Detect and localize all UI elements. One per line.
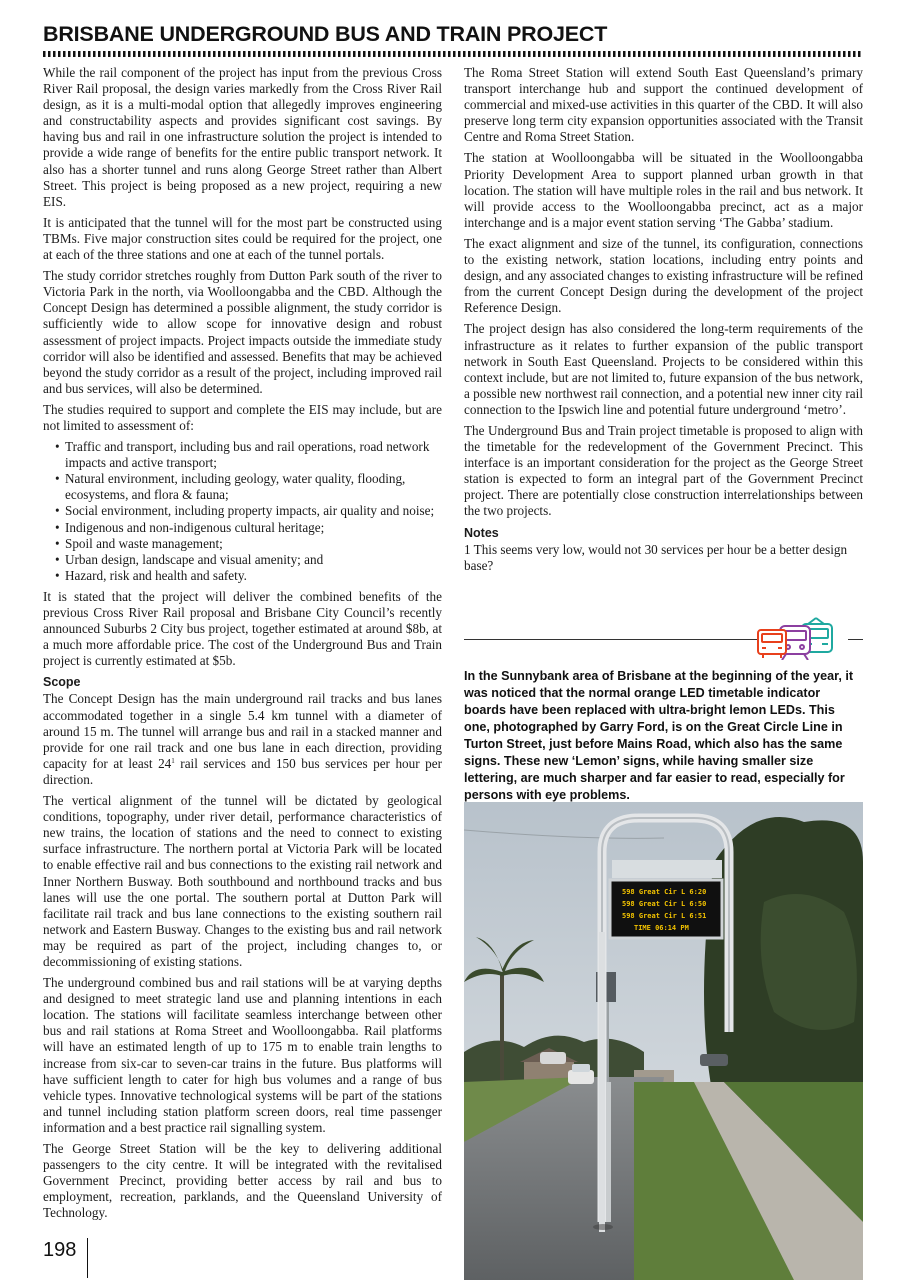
transport-vehicles-icon <box>756 616 851 660</box>
bus-stop-scene <box>464 802 863 1280</box>
paragraph: While the rail component of the project has input from the previous Cross River Rail proposal, the design varies markedly from the Cross River Rail design, as it is a multi-modal option that allegedly improves engineering and constructability aspects and provides significant cost savings. By having bus and rail in one infrastructure solution the project is intended to provide a wide range of benefits for the entire public transport network. It also has a shorter tunnel and runs along George Street rather than Albert Street. This project is being proposed as a new project, requiring a new EIS. <box>43 65 442 209</box>
paragraph-text: The Concept Design has the main underground rail tracks and bus lanes accommodated together in a single 5.4 km tunnel with a diameter of around 15 m. The tunnel will arrange bus and rail in a stacked manner and provide for one rail track and one bus lane in each direction, providing capacity for at least 24 <box>43 691 442 771</box>
parked-car-icon <box>700 1054 728 1066</box>
footnote-ref[interactable]: 1 <box>171 756 175 765</box>
paragraph: It is stated that the project will deliver the combined benefits of the previous Cross River Rail proposal and Brisbane City Council’s recently announced Suburbs 2 City bus project, together estimated at around $8b, at a much more affordable price. The cost of the Underground Bus and Train project is currently estimated at $5b. <box>43 588 442 669</box>
scope-heading: Scope <box>43 675 81 690</box>
list-item: • Traffic and transport, including bus and rail operations, road network impacts and active transport; <box>43 439 442 471</box>
list-item: • Spoil and waste management; <box>43 536 442 552</box>
page-number-rule <box>87 1238 88 1278</box>
paragraph: It is anticipated that the tunnel will for the most part be constructed using TBMs. Five major construction sites could be required for the project, one at each of the three stations and one at each of the tunnel portals. <box>43 214 442 263</box>
footnote: 1 This seems very low, would not 30 services per hour be a better design base? <box>464 541 848 573</box>
paragraph: The station at Woolloongabba will be situated in the Woolloongabba Priority Development Area to support planned urban growth in that location. The station will have multiple roles in the rail and bus network. It will provide access to the Woolloongabba precinct, act as a major interchange and is a major event station serving ‘The Gabba’ stadium. <box>464 150 863 230</box>
led-line: 598 Great Cir L 6:51 <box>622 912 707 920</box>
bus-icon <box>758 630 786 658</box>
bus-stop-photo <box>464 802 863 1280</box>
paragraph: The project design has also considered the long-term requirements of the infrastructure as it relates to further expansion of the public transport network in South East Queensland. Projects to be considered within this context include, but are not limited to, future expansion of the bus network, a possible new northwest rail connection, and a potential new inner city rail connection to the Ipswich line and potential future underground ‘metro’. <box>464 321 863 417</box>
section-divider <box>464 612 863 660</box>
headline-dashed-rule <box>43 51 863 57</box>
article-headline: BRISBANE UNDERGROUND BUS AND TRAIN PROJECT <box>43 22 608 46</box>
list-item: • Hazard, risk and health and safety. <box>43 568 442 584</box>
assessment-list <box>43 439 442 584</box>
list-item: • Indigenous and non-indigenous cultural heritage; <box>43 520 442 536</box>
led-line: TIME 06:14 PM <box>634 924 689 932</box>
paragraph: The Roma Street Station will extend South East Queensland’s primary transport interchange hub and support the continued development of commercial and mixed-use activities in this quarter of the CBD. It will also preserve long term city expansion opportunities associated with the Transit Centre and Roma Street Station. <box>464 65 863 145</box>
paragraph: The exact alignment and size of the tunnel, its configuration, connections to the existing network, station locations, including entry points and design, and any associated changes to existing infrastructure will be refined from the current Concept Design during the development of the project Reference Design. <box>464 235 863 316</box>
led-line: 598 Great Cir L 6:50 <box>622 900 707 908</box>
paragraph: The vertical alignment of the tunnel will be dictated by geological conditions, topography, under river detail, performance characteristics of new trains, the location of stations and the need to connect to existing surface infrastructure. The northern portal at Victoria Park will be located to enable effective rail and bus connections to the existing rail network and Inner Northern Busway. Both southbound and northbound tracks and bus lanes will use the one portal. The southern portal at Dutton Park will facilitate rail track and bus lane connections to the existing southern rail network and Eastern Busway. Changes to the existing bus and rail network may be required as part of the project, including changes to, or decommissioning of existing stations. <box>43 793 442 969</box>
paragraph: The Underground Bus and Train project timetable is proposed to align with the timetable for the redevelopment of the Government Precinct. This interface is an important consideration for the project as the George Street station is expected to form an integral part of the Government Precinct project. There are potentially close construction interrelationships between the two projects. <box>464 422 863 519</box>
notes-heading: Notes <box>464 525 499 540</box>
list-item: • Natural environment, including geology, water quality, flooding, ecosystems, and flora & fauna; <box>43 471 442 503</box>
paragraph: The studies required to support and complete the EIS may include, but are not limited to assessment of: <box>43 401 442 433</box>
list-item: • Urban design, landscape and visual amenity; and <box>43 552 442 568</box>
paragraph-text: rail services and 150 bus services per hour per direction. <box>43 755 442 787</box>
divider-line <box>848 639 863 640</box>
paragraph: The George Street Station will be the key to delivering additional passengers to the city centre. It will be integrated with the revitalised Government Precinct, providing better access by rail and bus to employment, recreation, parklands, and the Queensland University of Technology. <box>43 1141 442 1221</box>
paragraph <box>43 691 442 788</box>
page-number: 198 <box>43 1239 77 1261</box>
right-column <box>464 65 863 579</box>
parked-car-icon <box>540 1052 566 1064</box>
left-column <box>43 65 442 1226</box>
paragraph: The underground combined bus and rail stations will be at varying depths and designed to meet strategic land use and planning intentions in each location. The stations will facilitate seamless interchange between other bus and rail stations at Roma Street and Woolloongabba. Rail platforms will have an estimated length of up to 175 m to enable train lengths to increase from six-car to seven-car trains in the future. Bus platforms will have sufficient length to cater for high bus volumes and a range of bus vehicle types. Innovative technological systems will be part of the stations and tunnel including station platform screen doors, real time passenger information and a best practice rail signalling system. <box>43 975 442 1135</box>
led-line: 598 Great Cir L 6:20 <box>622 888 707 896</box>
photo-caption: In the Sunnybank area of Brisbane at the beginning of the year, it was noticed that the normal orange LED timetable indicator boards have been replaced with ultra-bright lemon LEDs. This one, photographed by Garry Ford, is on the Great Circle Line in Turton Street, just before Mains Road, which also has the same signs. These new ‘Lemon’ signs, while having smaller size lettering, are much sharper and far easier to read, especially for persons with eye problems. <box>464 669 854 802</box>
divider-line <box>464 639 759 640</box>
paragraph: The study corridor stretches roughly from Dutton Park south of the river to Victoria Park in the north, via Woolloongabba and the CBD. Although the Concept Design has determined a possible alignment, the study corridor is sufficiently wide to allow scope for innovative design and robust assessment of project impacts. Project impacts outside the immediate study corridor will also be identified and assessed. Benefits that may be achieved beyond the study corridor as a result of the project, including improved rail and bus services, will also be determined. <box>43 268 442 396</box>
list-item: • Social environment, including property impacts, air quality and noise; <box>43 503 442 519</box>
